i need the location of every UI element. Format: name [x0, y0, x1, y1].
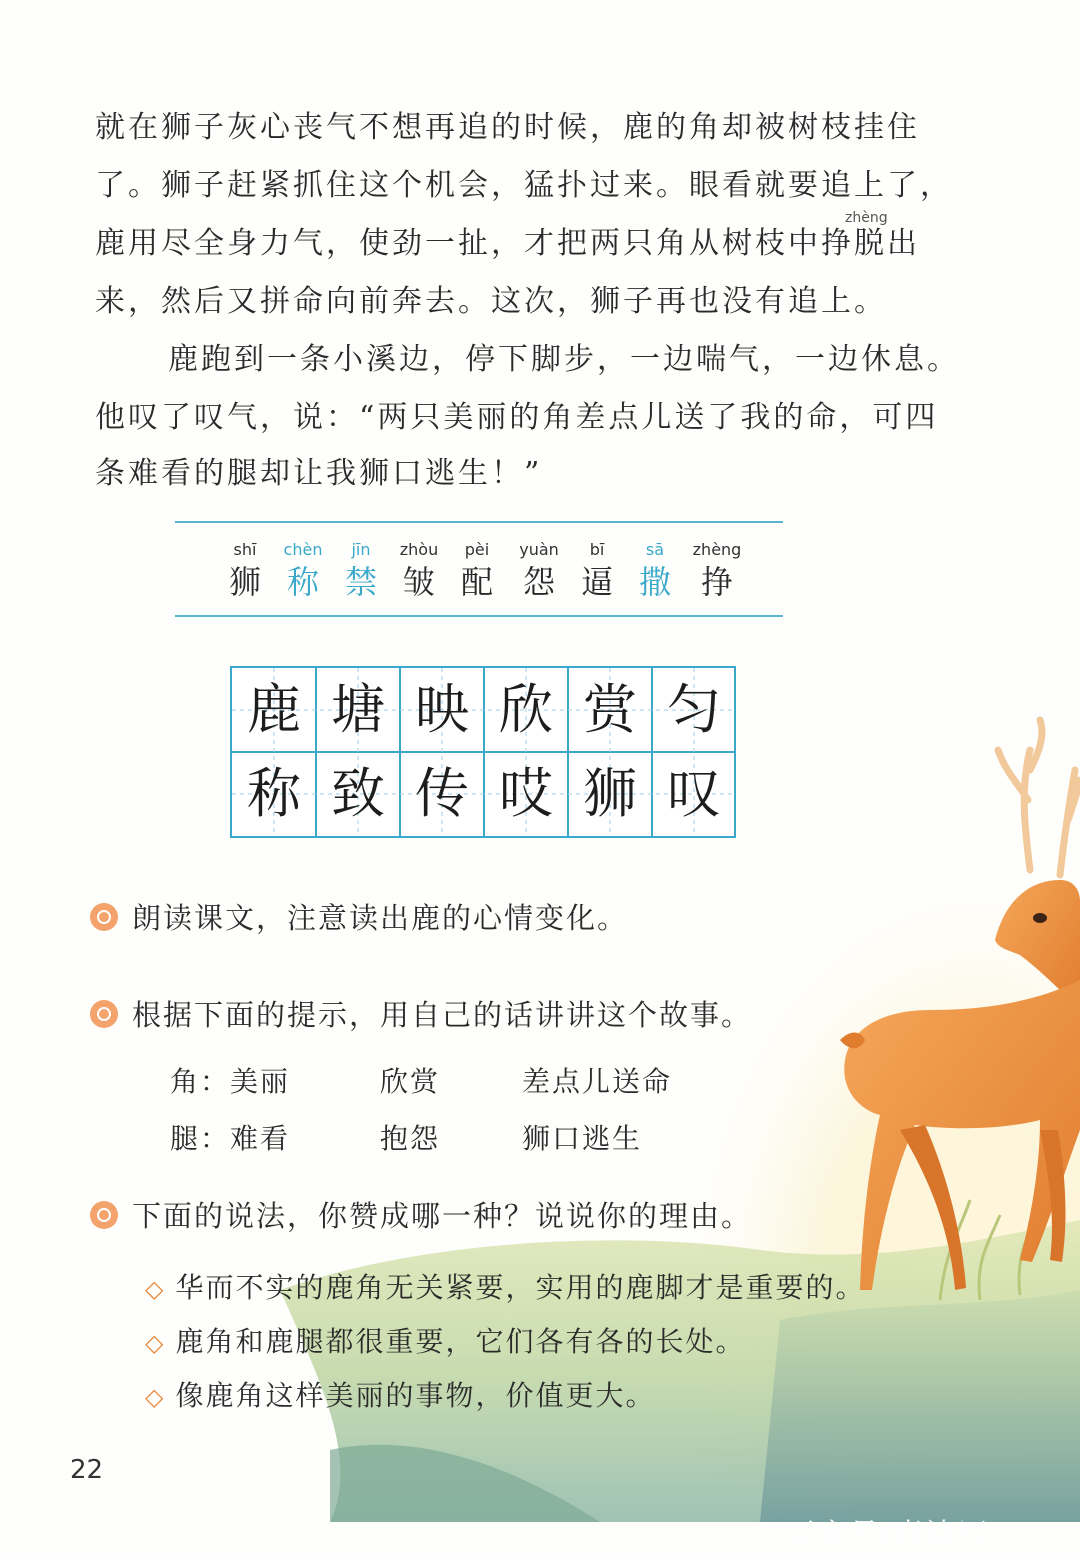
new-char-9 — [682, 540, 752, 604]
exercise-icon — [90, 1201, 118, 1229]
grid-cell — [400, 668, 484, 752]
top-rule — [175, 521, 783, 523]
option-text: 像鹿角这样美丽的事物，价值更大。 — [175, 1379, 656, 1412]
hint-item: 狮口逃生 — [522, 1122, 643, 1155]
option-text: 华而不实的鹿角无关紧要，实用的鹿脚才是重要的。 — [175, 1271, 866, 1304]
char-pinyin: sā — [645, 540, 665, 559]
hint-item: 腿：难看 — [170, 1122, 291, 1155]
grid-cell — [568, 668, 652, 752]
hint-item: 差点儿送命 — [522, 1065, 673, 1098]
grid-char: 传 — [415, 762, 469, 825]
exercise-2 — [90, 995, 752, 1035]
exercise-3 — [90, 1196, 752, 1236]
grid-char: 欣 — [499, 678, 553, 741]
exercise-icon — [90, 903, 118, 931]
story-line-4: 来，然后又拼命向前奔去。这次，狮子再也没有追上。 — [95, 284, 887, 319]
grid-char: 叹 — [667, 762, 721, 825]
option-2 — [145, 1322, 745, 1363]
grid-char: 塘 — [331, 678, 385, 741]
grid-char: 哎 — [499, 762, 553, 825]
char-hanzi: 称 — [286, 563, 319, 601]
grid-cell — [484, 668, 568, 752]
grid-cell — [316, 752, 400, 836]
option-1 — [145, 1268, 865, 1309]
char-hanzi: 怨 — [522, 563, 555, 601]
char-hanzi: 配 — [460, 563, 493, 601]
char-hanzi: 狮 — [228, 563, 261, 601]
new-char-8 — [620, 540, 690, 604]
hint-item: 欣赏 — [380, 1065, 441, 1098]
story-line-1: 就在狮子灰心丧气不想再追的时候，鹿的角却被树枝挂住 — [95, 110, 920, 145]
pinyin-annotation: zhèng — [845, 210, 888, 226]
bottom-rule — [175, 615, 783, 617]
diamond-icon: ◇ — [145, 1383, 166, 1411]
grid-cell — [232, 752, 316, 836]
diamond-icon: ◇ — [145, 1275, 166, 1303]
hint-item: 抱怨 — [380, 1122, 441, 1155]
exercise-icon — [90, 1000, 118, 1028]
grid-cell — [400, 752, 484, 836]
exercise-text: 下面的说法，你赞成哪一种？说说你的理由。 — [132, 1199, 753, 1233]
grid-cell — [652, 752, 736, 836]
grid-cell — [232, 668, 316, 752]
story-line-3: 鹿用尽全身力气，使劲一扯，才把两只角从树枝中挣脱出 — [95, 226, 920, 261]
exercise-text: 朗读课文，注意读出鹿的心情变化。 — [132, 901, 629, 935]
char-hanzi: 撒 — [638, 563, 671, 601]
char-pinyin: jīn — [351, 540, 371, 559]
exercise-text: 根据下面的提示，用自己的话讲讲这个故事。 — [132, 998, 753, 1032]
char-pinyin: zhèng — [692, 540, 742, 559]
option-3 — [145, 1376, 655, 1417]
char-hanzi: 禁 — [344, 563, 377, 601]
char-hanzi: 皱 — [402, 563, 435, 601]
char-pinyin: chèn — [283, 540, 323, 559]
grid-char: 赏 — [583, 678, 637, 741]
char-hanzi: 挣 — [700, 563, 733, 601]
char-pinyin: pèi — [464, 540, 490, 559]
diamond-icon: ◇ — [145, 1329, 166, 1357]
grid-char: 致 — [331, 762, 385, 825]
story-line-6: 他叹了叹气，说：“两只美丽的角差点儿送了我的命，可四 — [95, 400, 939, 435]
grid-cell — [568, 752, 652, 836]
option-text: 鹿角和鹿腿都很重要，它们各有各的长处。 — [175, 1325, 746, 1358]
exercise-1 — [90, 898, 628, 938]
grid-cell — [484, 752, 568, 836]
grid-char: 鹿 — [247, 678, 301, 741]
page-number: 22 — [70, 1455, 104, 1485]
char-pinyin: yuàn — [519, 540, 559, 559]
grid-cell — [316, 668, 400, 752]
hint-item: 角：美丽 — [170, 1065, 291, 1098]
new-char-5 — [442, 540, 512, 604]
grid-char: 匀 — [667, 678, 721, 741]
grid-char: 狮 — [583, 762, 637, 825]
watermark: 百家号/壹读写 — [785, 1518, 990, 1553]
story-line-7: 条难看的腿却让我狮口逃生！” — [95, 456, 543, 491]
char-pinyin: bī — [589, 540, 605, 559]
story-line-2: 了。狮子赶紧抓住这个机会，猛扑过来。眼看就要追上了， — [95, 168, 953, 203]
grid-char: 称 — [247, 762, 301, 825]
writing-grid — [230, 666, 736, 838]
char-pinyin: zhòu — [399, 540, 439, 559]
grid-char: 映 — [415, 678, 469, 741]
char-hanzi: 逼 — [580, 563, 613, 601]
char-pinyin: shī — [233, 540, 257, 559]
story-line-5: 鹿跑到一条小溪边，停下脚步，一边喘气，一边休息。 — [168, 342, 960, 377]
grid-cell — [652, 668, 736, 752]
